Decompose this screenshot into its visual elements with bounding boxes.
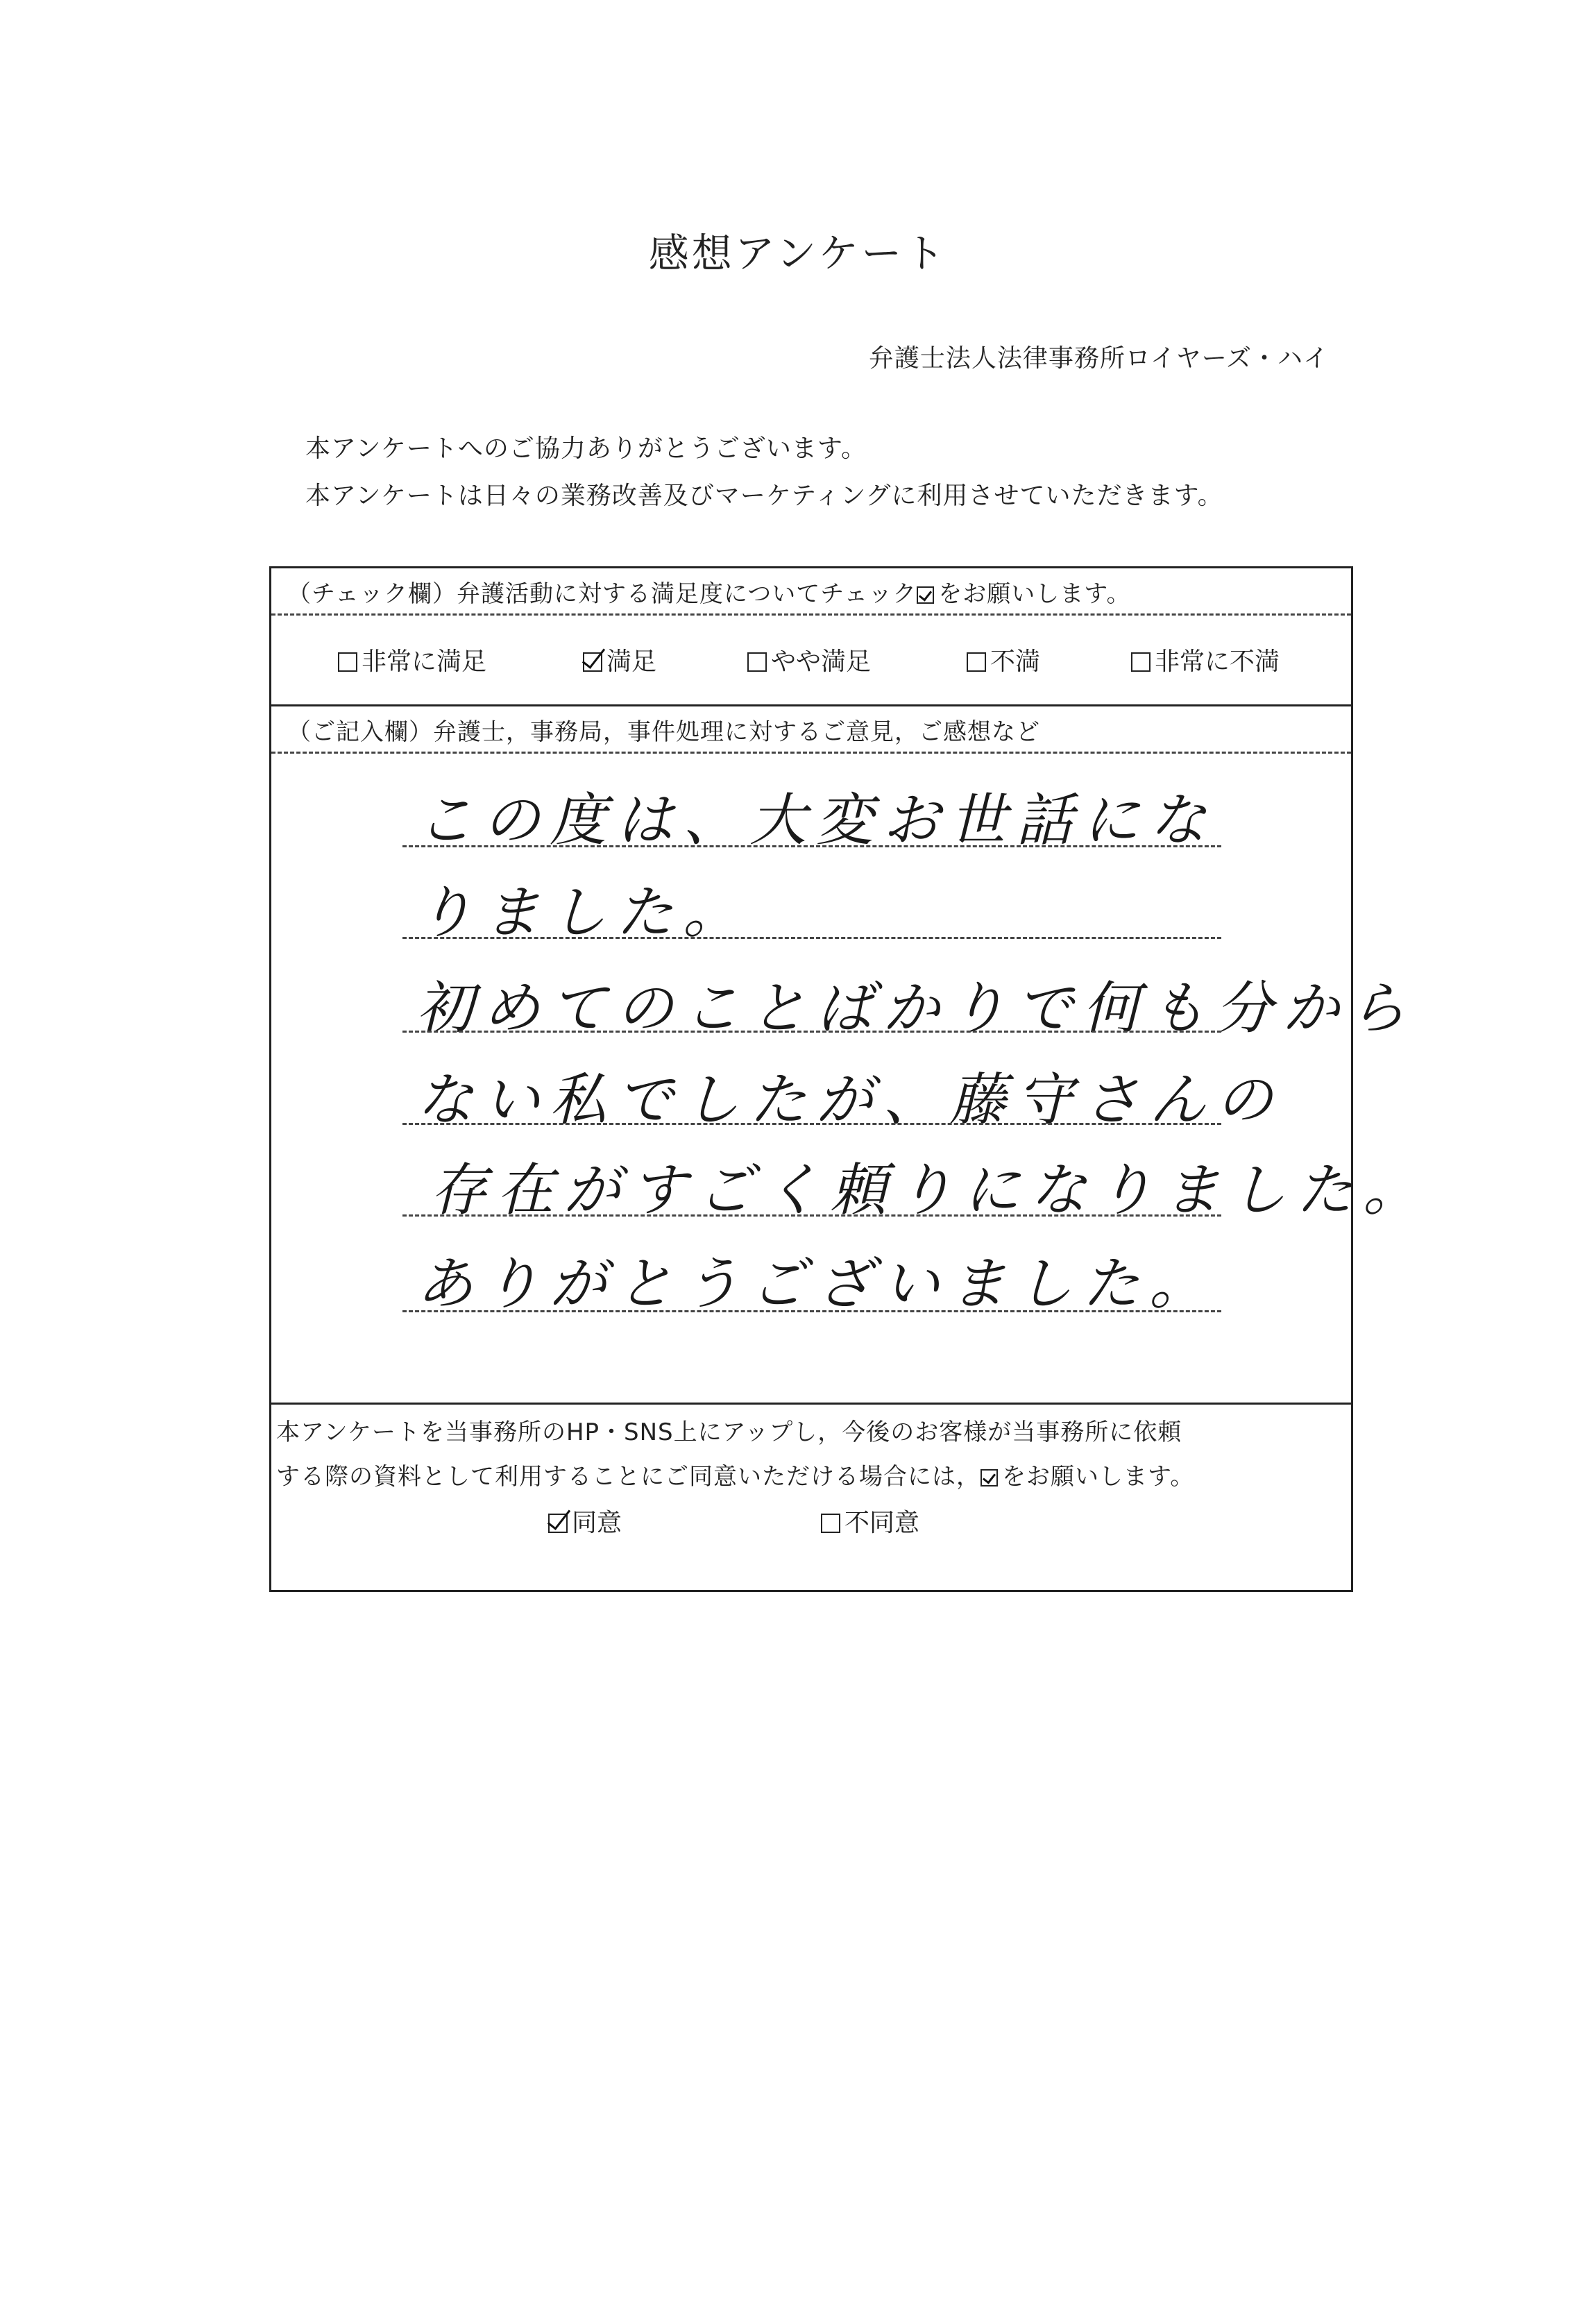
writing-line — [402, 1214, 1221, 1217]
writing-line — [402, 937, 1221, 939]
comment-section-label: （ご記入欄）弁護士，事務局，事件処理に対するご意見，ご感想など — [287, 718, 1040, 746]
option-disagree[interactable]: 不同意 — [821, 1503, 919, 1539]
writing-line — [402, 1123, 1221, 1125]
option-very-satisfied[interactable]: 非常に満足 — [338, 642, 486, 677]
handwritten-line-2: りました。 — [416, 880, 749, 946]
handwritten-line-3: 初めてのことばかりで何も分から — [416, 976, 1416, 1042]
option-very-dissatisfied[interactable]: 非常に不満 — [1131, 642, 1280, 677]
handwritten-line-5: 存在がすごく頼りになりました。 — [430, 1158, 1429, 1223]
checkbox-checked-icon[interactable] — [548, 1514, 568, 1533]
intro-line-2: 本アンケートは日々の業務改善及びマーケティングに利用させていただきます。 — [305, 482, 1223, 510]
writing-line — [402, 1310, 1221, 1312]
checkbox-checked-icon[interactable] — [583, 652, 602, 672]
option-agree[interactable]: 同意 — [548, 1503, 622, 1539]
consent-text-line-2: する際の資料として利用することにご同意いただける場合には， をお願いします。 — [276, 1463, 1195, 1491]
section-divider — [271, 1403, 1351, 1405]
check-label-text: （チェック欄）弁護活動に対する満足度についてチェック — [287, 580, 917, 608]
checkbox-icon[interactable] — [1131, 652, 1151, 672]
option-satisfied[interactable]: 満足 — [583, 642, 656, 677]
firm-name: 弁護士法人法律事務所ロイヤーズ・ハイ — [868, 344, 1329, 373]
section-divider — [271, 704, 1351, 706]
checked-box-icon — [917, 586, 934, 604]
page-title: 感想アンケート — [648, 230, 948, 277]
checkbox-icon[interactable] — [821, 1514, 840, 1533]
intro-line-1: 本アンケートへのご協力ありがとうございます。 — [305, 434, 867, 463]
dashed-divider — [271, 613, 1351, 616]
checkbox-icon[interactable] — [747, 652, 767, 672]
handwritten-line-4: ない私でしたが、藤守さんの — [416, 1067, 1282, 1133]
consent-text-line-1: 本アンケートを当事務所のHP・SNS上にアップし，今後のお客様が当事務所に依頼 — [276, 1418, 1182, 1446]
check-label-suffix: をお願いします。 — [938, 580, 1131, 608]
handwritten-line-6: ありがとうございました。 — [416, 1251, 1216, 1317]
handwritten-line-1: この度は、大変お世話にな — [416, 788, 1216, 854]
dashed-divider — [271, 752, 1351, 754]
writing-line — [402, 845, 1221, 847]
option-dissatisfied[interactable]: 不満 — [967, 642, 1040, 677]
writing-line — [402, 1031, 1221, 1033]
checked-box-icon — [980, 1469, 998, 1486]
checkbox-icon[interactable] — [338, 652, 357, 672]
check-section-label — [287, 575, 1131, 609]
checkbox-icon[interactable] — [967, 652, 986, 672]
option-somewhat-satisfied[interactable]: やや満足 — [747, 642, 871, 677]
